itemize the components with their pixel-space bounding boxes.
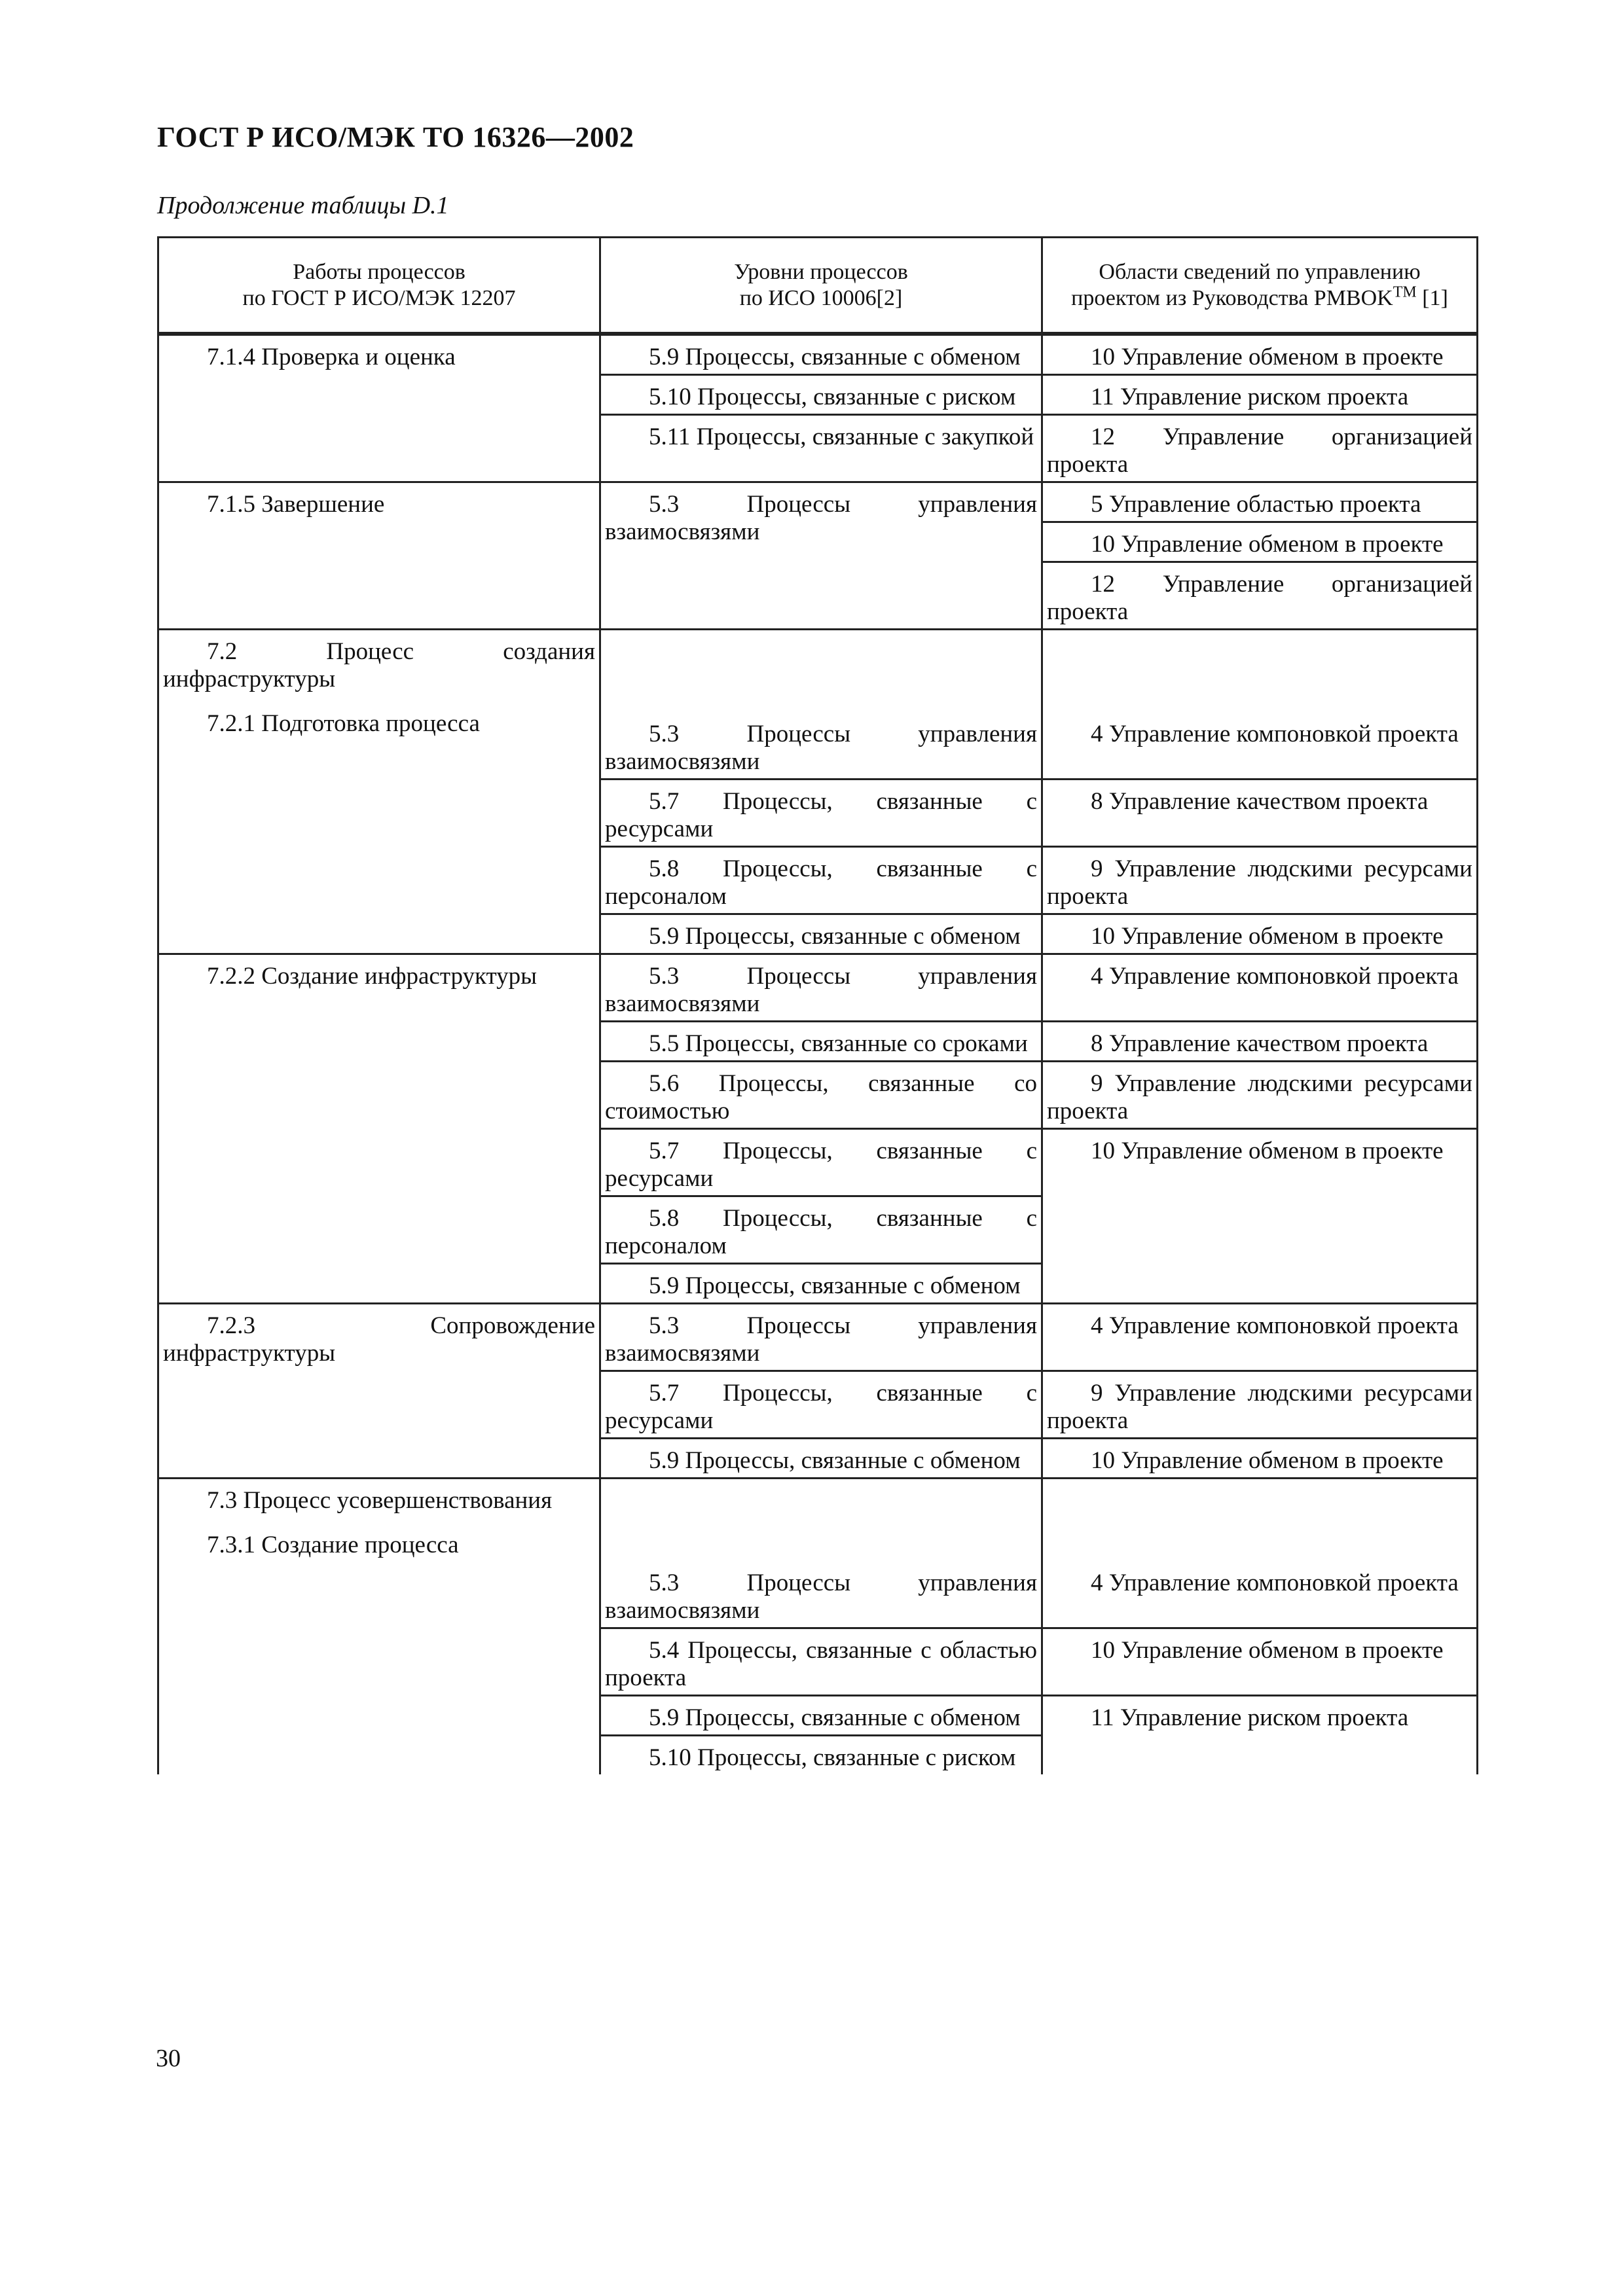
process-cell (158, 1479, 600, 1775)
process-cell: 7.2.3 Сопровождение инфраструктуры (158, 1304, 600, 1479)
area-cell: 12 Управление организацией проекта (1042, 562, 1478, 630)
level-cell: 5.9 Процессы, связанные с обменом (600, 1264, 1042, 1304)
level-cell: 5.10 Процессы, связанные с риском (600, 1736, 1042, 1775)
level-cell: 5.7 Процессы, связанные с ресурсами (600, 1371, 1042, 1439)
table-header-row (158, 238, 1478, 334)
table-caption: Продолжение таблицы D.1 (157, 192, 449, 219)
process-cell (158, 630, 600, 954)
process-subtitle: 7.2.1 Подготовка процесса (207, 710, 480, 737)
level-cell: 5.6 Процессы, связанные со стоимостью (600, 1062, 1042, 1129)
area-cell: 10 Управление обменом в проекте (1042, 334, 1478, 375)
level-cell: 5.8 Процессы, связанные с персоналом (600, 1196, 1042, 1264)
table-row (158, 1479, 1478, 1628)
level-cell: 5.3 Процессы управления взаимосвязями (600, 630, 1042, 780)
process-subtitle: 7.3.1 Создание процесса (207, 1532, 459, 1558)
area-cell: 10 Управление обменом в проекте (1042, 914, 1478, 954)
process-cell: 7.1.4 Проверка и оценка (158, 334, 600, 482)
area-cell: 9 Управление людскими ресурсами проекта (1042, 847, 1478, 914)
area-cell: 8 Управление качеством проекта (1042, 780, 1478, 847)
area-cell: 5 Управление областью проекта (1042, 482, 1478, 522)
area-cell: 9 Управление людскими ресурсами проекта (1042, 1062, 1478, 1129)
area-cell: 10 Управление обменом в проекте (1042, 522, 1478, 562)
document-header-title: ГОСТ Р ИСО/МЭК ТО 16326—2002 (157, 121, 634, 153)
table-row (158, 482, 1478, 522)
level-cell: 5.3 Процессы управления взаимосвязями (600, 954, 1042, 1022)
level-cell: 5.3 Процессы управления взаимосвязями (600, 1479, 1042, 1628)
level-cell: 5.9 Процессы, связанные с обменом (600, 1696, 1042, 1736)
level-cell: 5.5 Процессы, связанные со сроками (600, 1022, 1042, 1062)
area-cell: 10 Управление обменом в проекте (1042, 1129, 1478, 1304)
level-cell: 5.9 Процессы, связанные с обменом (600, 914, 1042, 954)
area-cell: 4 Управление компоновкой проекта (1042, 1304, 1478, 1371)
area-cell: 12 Управление организацией проекта (1042, 415, 1478, 482)
level-cell: 5.3 Процессы управления взаимосвязями (600, 482, 1042, 630)
area-cell: 4 Управление компоновкой проекта (1042, 630, 1478, 780)
table-row (158, 334, 1478, 375)
process-cell: 7.1.5 Завершение (158, 482, 600, 630)
area-cell: 10 Управление обменом в проекте (1042, 1439, 1478, 1479)
level-cell: 5.8 Процессы, связанные с персоналом (600, 847, 1042, 914)
area-cell: 10 Управление обменом в проекте (1042, 1628, 1478, 1696)
area-cell: 8 Управление качеством проекта (1042, 1022, 1478, 1062)
table-row (158, 1304, 1478, 1371)
level-cell: 5.9 Процессы, связанные с обменом (600, 1439, 1042, 1479)
level-cell: 5.4 Процессы, связанные с областью проекта (600, 1628, 1042, 1696)
area-cell: 9 Управление людскими ресурсами проекта (1042, 1371, 1478, 1439)
mapping-table (157, 236, 1478, 1774)
level-cell: 5.9 Процессы, связанные с обменом (600, 334, 1042, 375)
process-title: 7.3 Процесс усовершенствования (207, 1487, 553, 1514)
page-number: 30 (156, 2045, 181, 2072)
area-cell: 4 Управление компоновкой проекта (1042, 1479, 1478, 1628)
area-cell: 11 Управление риском проекта (1042, 375, 1478, 415)
column-header-processes: Работы процессов по ГОСТ Р ИСО/МЭК 12207 (158, 238, 600, 334)
level-cell: 5.11 Процессы, связанные с закупкой (600, 415, 1042, 482)
level-cell: 5.10 Процессы, связанные с риском (600, 375, 1042, 415)
level-cell: 5.7 Процессы, связанные с ресурсами (600, 1129, 1042, 1196)
column-header-pmbok-areas: Области сведений по управлению проектом из Руководства PMBOK™ [1] (1042, 238, 1478, 334)
area-cell: 11 Управление риском проекта (1042, 1696, 1478, 1775)
level-cell: 5.3 Процессы управления взаимосвязями (600, 1304, 1042, 1371)
process-title: 7.2 Процесс создания инфраструктуры (163, 638, 595, 692)
level-cell: 5.7 Процессы, связанные с ресурсами (600, 780, 1042, 847)
table-row (158, 954, 1478, 1022)
table-row (158, 630, 1478, 780)
process-cell: 7.2.2 Создание инфраструктуры (158, 954, 600, 1304)
column-header-levels: Уровни процессов по ИСО 10006[2] (600, 238, 1042, 334)
area-cell: 4 Управление компоновкой проекта (1042, 954, 1478, 1022)
